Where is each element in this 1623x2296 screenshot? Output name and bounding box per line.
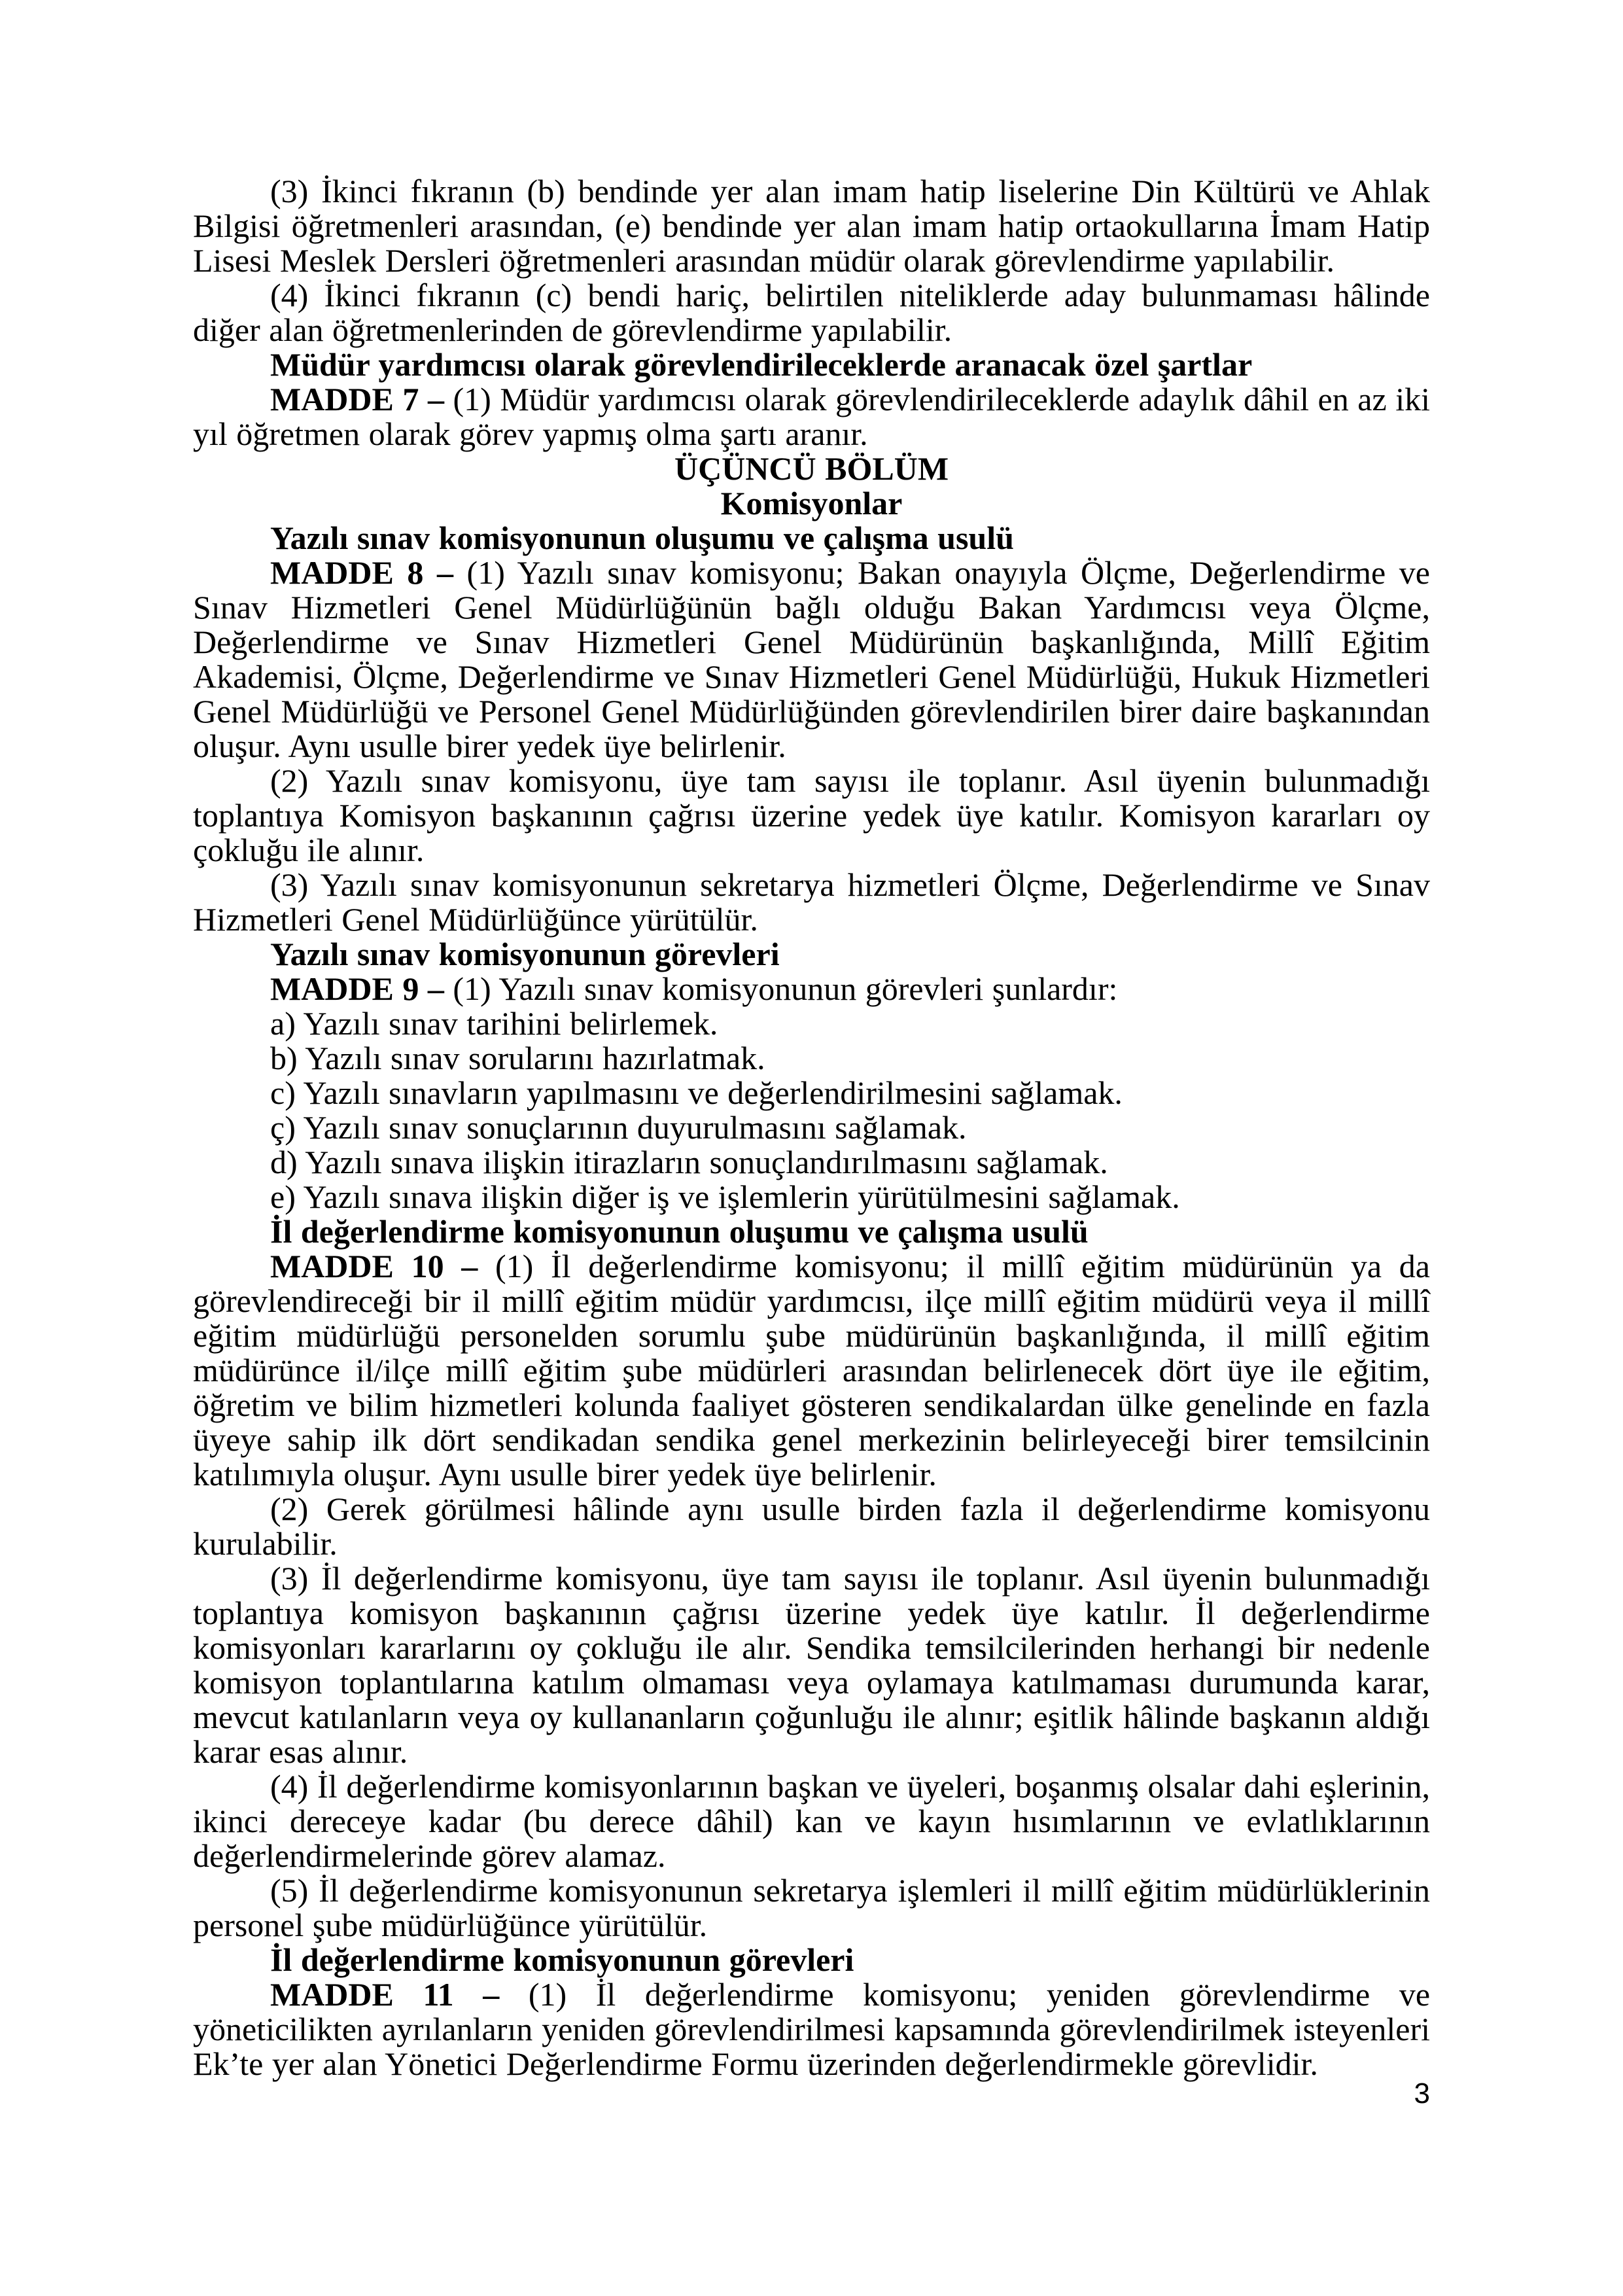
body-paragraph: (3) İl değerlendirme komisyonu, üye tam sayısı ile toplanır. Asıl üyenin bulunmadığı toplantıya komisyon başkanının çağrısı üzerine yedek üye katılır. İl değerlendirme komisyonları kararlarını oy çokluğu ile alır. Sendika temsilcilerinden herhangi bir nedenle komisyon toplantılarına katılım olmaması veya oylamaya katılmaması durumunda karar, mevcut katılanların veya oy kullananların çoğunluğu ile alınır; eşitlik hâlinde başkanın aldığı karar esas alınır. [193, 1560, 1430, 1770]
article-heading: Müdür yardımcısı olarak görevlendirileceklerde aranacak özel şartlar [270, 346, 1253, 383]
list-item: b) Yazılı sınav sorularını hazırlatmak. [270, 1040, 765, 1076]
madde-label: MADDE 9 – [270, 970, 444, 1007]
madde-label: MADDE 11 – [270, 1976, 500, 2013]
madde-text: (1) Yazılı sınav komisyonunun görevleri şunlardır: [444, 970, 1118, 1007]
list-item: e) Yazılı sınava ilişkin diğer iş ve işlemlerin yürütülmesini sağlamak. [270, 1178, 1180, 1215]
body-paragraph: (2) Gerek görülmesi hâlinde aynı usulle birden fazla il değerlendirme komisyonu kurulabilir. [193, 1491, 1430, 1562]
document-text-content [193, 174, 1430, 2081]
body-paragraph: (5) İl değerlendirme komisyonunun sekretarya işlemleri il millî eğitim müdürlüklerinin personel şube müdürlüğünce yürütülür. [193, 1872, 1430, 1943]
chapter-subheading: Komisyonlar [720, 485, 903, 521]
madde-label: MADDE 8 – [270, 554, 453, 591]
madde-paragraph [193, 1977, 1430, 2081]
madde-paragraph [193, 382, 1430, 451]
list-item: a) Yazılı sınav tarihini belirlemek. [270, 1005, 718, 1042]
madde-label: MADDE 7 – [270, 381, 444, 417]
article-heading: Yazılı sınav komisyonunun oluşumu ve çalışma usulü [270, 520, 1014, 556]
madde-paragraph [193, 972, 1430, 1006]
madde-text: (1) İl değerlendirme komisyonu; il millî eğitim müdürünün ya da görevlendireceği bir il millî eğitim müdür yardımcısı, ilçe millî eğitim müdürü veya il millî eğitim müdürlüğü personelden sorumlu şube müdürünün başkanlığında, il millî eğitim müdürünce il/ilçe millî eğitim şube müdürleri arasından belirlenecek dört üye ile eğitim, öğretim ve bilim hizmetleri kolunda faaliyet gösteren sendikalardan ülke genelinde en fazla üyeye sahip ilk dört sendikadan sendika genel merkezinin belirleyeceği birer temsilcinin katılımıyla oluşur. Aynı usulle birer yedek üye belirlenir. [193, 1248, 1430, 1492]
chapter-heading: ÜÇÜNCÜ BÖLÜM [674, 450, 949, 487]
body-paragraph: (4) İl değerlendirme komisyonlarının başkan ve üyeleri, boşanmış olsalar dahi eşlerinin, ikinci dereceye kadar (bu derece dâhil) kan ve kayın hısımlarının ve evlatlıklarının değerlendirmelerinde görev alamaz. [193, 1768, 1430, 1874]
body-paragraph: (2) Yazılı sınav komisyonu, üye tam sayısı ile toplanır. Asıl üyenin bulunmadığı toplantıya Komisyon başkanının çağrısı üzerine yedek üye katılır. Komisyon kararları oy çokluğu ile alınır. [193, 762, 1430, 868]
madde-paragraph [193, 1249, 1430, 1492]
page-number: 3 [1414, 2077, 1430, 2110]
list-item: d) Yazılı sınava ilişkin itirazların sonuçlandırılmasını sağlamak. [270, 1144, 1108, 1180]
article-heading: İl değerlendirme komisyonunun görevleri [270, 1941, 854, 1978]
list-item: ç) Yazılı sınav sonuçlarının duyurulmasını sağlamak. [270, 1109, 967, 1146]
body-paragraph: (4) İkinci fıkranın (c) bendi hariç, belirtilen niteliklerde aday bulunmaması hâlinde diğer alan öğretmenlerinden de görevlendirme yapılabilir. [193, 277, 1430, 348]
article-heading: Yazılı sınav komisyonunun görevleri [270, 936, 780, 972]
madde-text: (1) İl değerlendirme komisyonu; yeniden görevlendirme ve yöneticilikten ayrılanların yeniden görevlendirilmesi kapsamında görevlendirilmek isteyenleri Ek’te yer alan Yönetici Değerlendirme Formu üzerinden değerlendirmekle görevlidir. [193, 1976, 1431, 2082]
body-paragraph: (3) Yazılı sınav komisyonunun sekretarya hizmetleri Ölçme, Değerlendirme ve Sınav Hizmetleri Genel Müdürlüğünce yürütülür. [193, 866, 1430, 938]
list-item: c) Yazılı sınavların yapılmasını ve değerlendirilmesini sağlamak. [270, 1074, 1123, 1111]
madde-paragraph [193, 556, 1430, 764]
madde-text: (1) Müdür yardımcısı olarak görevlendirileceklerde adaylık dâhil en az iki yıl öğretmen olarak görev yapmış olma şartı aranır. [193, 381, 1430, 452]
body-paragraph: (3) İkinci fıkranın (b) bendinde yer alan imam hatip liselerine Din Kültürü ve Ahlak Bilgisi öğretmenleri arasından, (e) bendinde yer alan imam hatip ortaokullarına İmam Hatip Lisesi Meslek Dersleri öğretmenleri arasından müdür olarak görevlendirme yapılabilir. [193, 173, 1430, 279]
madde-text: (1) Yazılı sınav komisyonu; Bakan onayıyla Ölçme, Değerlendirme ve Sınav Hizmetleri Genel Müdürlüğünün bağlı olduğu Bakan Yardımcısı veya Ölçme, Değerlendirme ve Sınav Hizmetleri Genel Müdürünün başkanlığında, Millî Eğitim Akademisi, Ölçme, Değerlendirme ve Sınav Hizmetleri Genel Müdürlüğü, Hukuk Hizmetleri Genel Müdürlüğü ve Personel Genel Müdürlüğünden görevlendirilen birer daire başkanından oluşur. Aynı usulle birer yedek üye belirlenir. [193, 554, 1430, 764]
madde-label: MADDE 10 – [270, 1248, 478, 1284]
article-heading: İl değerlendirme komisyonunun oluşumu ve çalışma usulü [270, 1213, 1089, 1250]
